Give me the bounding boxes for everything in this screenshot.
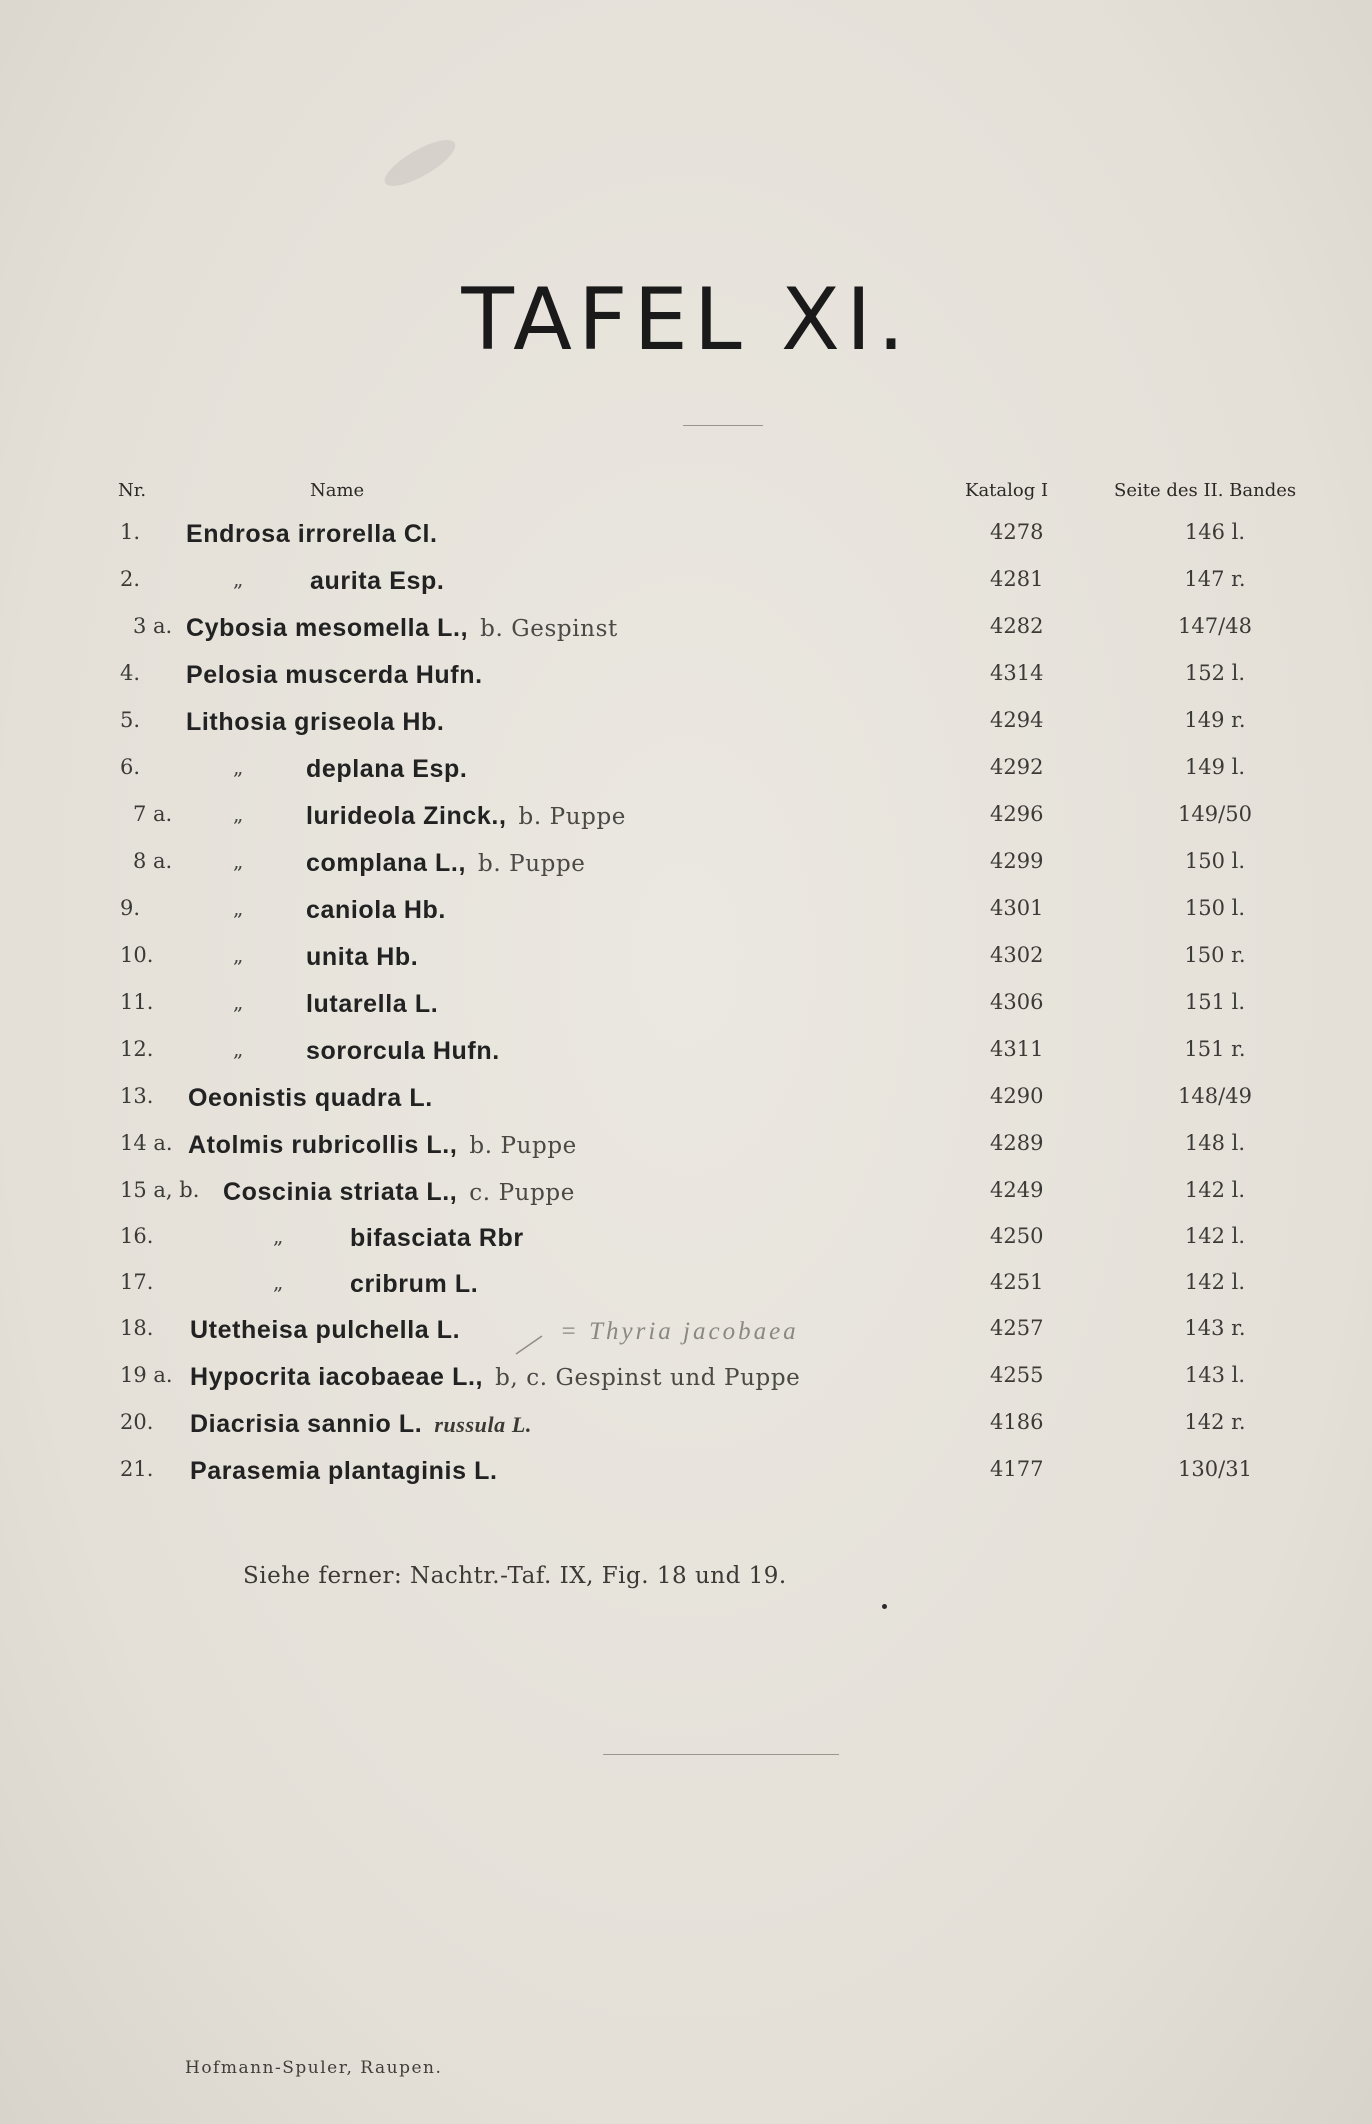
pencil-stroke-icon <box>512 1330 552 1360</box>
row-katalog: 4296 <box>990 802 1044 826</box>
ditto-mark: „ <box>233 849 244 873</box>
row-seite: 147/48 <box>1178 614 1252 638</box>
header-seite: Seite des II. Bandes <box>1114 480 1297 501</box>
header-nr: Nr. <box>118 480 147 501</box>
row-name: deplana Esp. <box>306 755 468 783</box>
row-seite: 150 l. <box>1184 896 1246 920</box>
row-extra: b. Puppe <box>518 804 627 830</box>
row-katalog: 4290 <box>990 1084 1044 1108</box>
row-seite: 152 l. <box>1184 661 1246 685</box>
row-katalog: 4292 <box>990 755 1044 779</box>
row-seite: 143 r. <box>1184 1316 1246 1340</box>
row-seite: 142 l. <box>1184 1178 1246 1202</box>
handwritten-note: = Thyria jacobaea <box>560 1318 799 1345</box>
row-nr: 7 a. <box>133 802 173 826</box>
ink-dot <box>882 1604 887 1609</box>
row-name: Diacrisia sannio L. <box>190 1410 423 1438</box>
row-nr: 4. <box>120 661 141 685</box>
page-title: TAFEL XI. <box>461 270 911 370</box>
table-row <box>0 1178 1372 1224</box>
row-name: Utetheisa pulchella L. <box>190 1316 461 1344</box>
row-nr: 14 a. <box>120 1131 173 1155</box>
table-row <box>0 614 1372 660</box>
row-seite: 150 r. <box>1184 943 1246 967</box>
row-seite: 130/31 <box>1178 1457 1252 1481</box>
row-nr: 8 a. <box>133 849 173 873</box>
table-row <box>0 1131 1372 1177</box>
table-row <box>0 802 1372 848</box>
row-katalog: 4278 <box>990 520 1044 544</box>
row-katalog: 4177 <box>990 1457 1044 1481</box>
row-nr: 3 a. <box>133 614 173 638</box>
ditto-mark: „ <box>233 567 244 591</box>
row-seite: 146 l. <box>1184 520 1246 544</box>
row-name: Hypocrita iacobaeae L., <box>190 1363 484 1391</box>
row-seite: 142 l. <box>1184 1270 1246 1294</box>
row-katalog: 4186 <box>990 1410 1044 1434</box>
row-katalog: 4255 <box>990 1363 1044 1387</box>
row-katalog: 4289 <box>990 1131 1044 1155</box>
row-name: Lithosia griseola Hb. <box>186 708 445 736</box>
row-extra: c. Puppe <box>469 1180 575 1206</box>
row-seite: 150 l. <box>1184 849 1246 873</box>
ditto-mark: „ <box>233 755 244 779</box>
row-nr: 11. <box>120 990 154 1014</box>
row-nr: 19 a. <box>120 1363 173 1387</box>
row-katalog: 4251 <box>990 1270 1044 1294</box>
table-row <box>0 1224 1372 1270</box>
row-katalog: 4294 <box>990 708 1044 732</box>
smudge-mark <box>379 132 461 195</box>
table-row <box>0 1084 1372 1130</box>
row-katalog: 4306 <box>990 990 1044 1014</box>
table-row <box>0 1363 1372 1409</box>
row-extra: russula L. <box>434 1412 533 1437</box>
table-row <box>0 567 1372 613</box>
row-nr: 12. <box>120 1037 154 1061</box>
ditto-mark: „ <box>233 896 244 920</box>
row-name: caniola Hb. <box>306 896 446 924</box>
table-row <box>0 896 1372 942</box>
ditto-mark: „ <box>233 1037 244 1061</box>
row-name: bifasciata Rbr <box>350 1224 524 1252</box>
row-seite: 147 r. <box>1184 567 1246 591</box>
row-nr: 5. <box>120 708 141 732</box>
row-nr: 15 a, b. <box>120 1178 200 1202</box>
row-seite: 149 r. <box>1184 708 1246 732</box>
row-name: sororcula Hufn. <box>306 1037 500 1065</box>
table-row <box>0 1270 1372 1316</box>
ditto-mark: „ <box>233 943 244 967</box>
row-extra: b. Gespinst <box>480 616 618 642</box>
row-seite: 149 l. <box>1184 755 1246 779</box>
row-nr: 16. <box>120 1224 154 1248</box>
row-katalog: 4311 <box>990 1037 1044 1061</box>
row-seite: 142 r. <box>1184 1410 1246 1434</box>
table-row <box>0 990 1372 1036</box>
row-katalog: 4301 <box>990 896 1044 920</box>
title-divider <box>683 425 763 426</box>
table-row <box>0 943 1372 989</box>
row-seite: 151 r. <box>1184 1037 1246 1061</box>
table-row <box>0 1410 1372 1456</box>
row-seite: 151 l. <box>1184 990 1246 1014</box>
table-row <box>0 1037 1372 1083</box>
row-katalog: 4314 <box>990 661 1044 685</box>
row-katalog: 4302 <box>990 943 1044 967</box>
row-seite: 148 l. <box>1184 1131 1246 1155</box>
row-name: complana L., <box>306 849 467 877</box>
table-row <box>0 755 1372 801</box>
table-row <box>0 849 1372 895</box>
row-extra: b. Puppe <box>469 1133 577 1159</box>
row-name: Parasemia plantaginis L. <box>190 1457 498 1485</box>
row-name: aurita Esp. <box>310 567 445 595</box>
row-nr: 2. <box>120 567 141 591</box>
table-row <box>0 708 1372 754</box>
row-nr: 9. <box>120 896 141 920</box>
footer-credit: Hofmann-Spuler, Raupen. <box>185 2058 443 2078</box>
see-also-note: Siehe ferner: Nachtr.-Taf. IX, Fig. 18 und 19. <box>243 1563 787 1589</box>
row-nr: 13. <box>120 1084 154 1108</box>
row-seite: 143 l. <box>1184 1363 1246 1387</box>
row-name: Oeonistis quadra L. <box>188 1084 433 1112</box>
row-nr: 17. <box>120 1270 154 1294</box>
row-nr: 20. <box>120 1410 154 1434</box>
row-nr: 10. <box>120 943 154 967</box>
row-name: unita Hb. <box>306 943 419 971</box>
table-row <box>0 661 1372 707</box>
row-name: Coscinia striata L., <box>223 1178 458 1206</box>
row-katalog: 4250 <box>990 1224 1044 1248</box>
row-extra: b, c. Gespinst und Puppe <box>495 1365 801 1391</box>
row-katalog: 4281 <box>990 567 1044 591</box>
row-seite: 149/50 <box>1178 802 1252 826</box>
row-katalog: 4299 <box>990 849 1044 873</box>
ditto-mark: „ <box>273 1270 284 1294</box>
row-seite: 148/49 <box>1178 1084 1252 1108</box>
ditto-mark: „ <box>273 1224 284 1248</box>
row-name: lurideola Zinck., <box>306 802 507 830</box>
row-name: Endrosa irrorella Cl. <box>186 520 438 548</box>
row-nr: 18. <box>120 1316 154 1340</box>
row-seite: 142 l. <box>1184 1224 1246 1248</box>
table-row <box>0 1457 1372 1503</box>
row-katalog: 4282 <box>990 614 1044 638</box>
row-nr: 21. <box>120 1457 154 1481</box>
row-name: Pelosia muscerda Hufn. <box>186 661 483 689</box>
header-katalog: Katalog I <box>965 480 1049 501</box>
header-name: Name <box>310 480 365 501</box>
row-name: Cybosia mesomella L., <box>186 614 469 642</box>
row-name: lutarella L. <box>306 990 439 1018</box>
row-name: cribrum L. <box>350 1270 479 1298</box>
row-katalog: 4257 <box>990 1316 1044 1340</box>
row-nr: 1. <box>120 520 141 544</box>
ditto-mark: „ <box>233 802 244 826</box>
row-katalog: 4249 <box>990 1178 1044 1202</box>
row-extra: b. Puppe <box>478 851 586 877</box>
bottom-divider <box>603 1754 839 1755</box>
ditto-mark: „ <box>233 990 244 1014</box>
row-name: Atolmis rubricollis L., <box>188 1131 458 1159</box>
row-nr: 6. <box>120 755 141 779</box>
table-row <box>0 520 1372 566</box>
